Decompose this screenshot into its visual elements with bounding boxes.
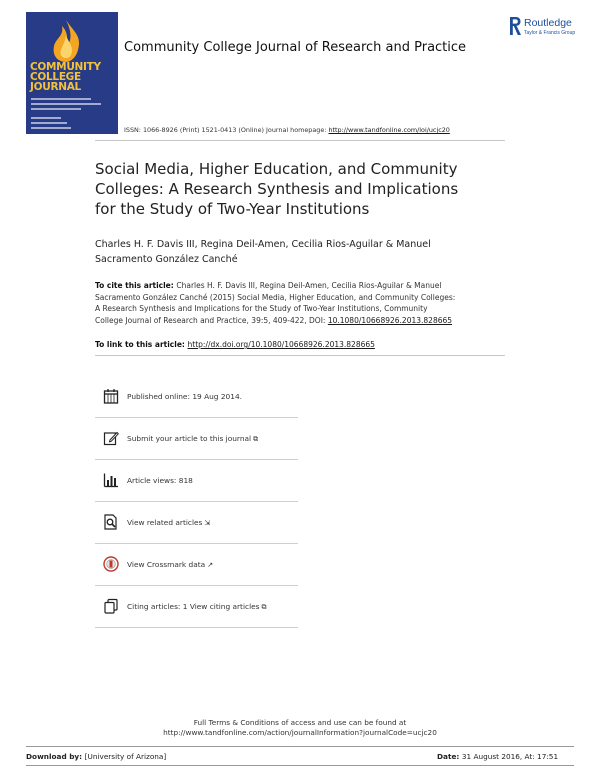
published-online-row xyxy=(95,375,298,418)
issn-line: ISSN: 1066-8926 (Print) 1521-0413 (Online) Journal homepage: http://www.tandfonline.com/loi/ucjc20 xyxy=(124,126,450,134)
cover-title: COMMUNITY COLLEGE JOURNAL xyxy=(30,61,101,93)
article-views-text: Article views: 818 xyxy=(127,476,193,485)
routledge-r-icon xyxy=(508,16,522,36)
footer-divider xyxy=(26,765,574,766)
footer-divider xyxy=(26,746,574,747)
related-articles-external-icon: ⇲ xyxy=(204,519,211,527)
article-url-link[interactable]: http://dx.doi.org/10.1080/10668926.2013.828665 xyxy=(187,340,375,349)
external-link-icon: ⧉ xyxy=(253,435,259,443)
crossmark-row[interactable] xyxy=(95,543,298,586)
download-info: Download by: [University of Arizona] xyxy=(26,752,167,761)
cover-text-line xyxy=(31,103,101,105)
journal-cover-image xyxy=(26,12,118,134)
cover-text-line xyxy=(31,117,61,119)
citation-block: To cite this article: Charles H. F. Davis III, Regina Deil-Amen, Cecilia Rios-Aguilar & Manuel Sacramento González Canché (2015) Social Media, Higher Education, and Community Colleges: A Research Synthesis and Implications for the Study of Two-Year Institutions, Community College Journal of Research and Practice, 39:5, 409-422, DOI: 10.1080/10668926.2013.828665 xyxy=(95,281,456,325)
copy-icon xyxy=(103,598,119,614)
divider xyxy=(95,140,505,141)
view-crossmark-link[interactable]: View Crossmark data xyxy=(127,560,206,569)
search-document-icon xyxy=(103,514,119,530)
routledge-logo: Routledge Taylor & Francis Group xyxy=(508,16,584,38)
bar-chart-icon xyxy=(103,472,119,488)
download-date: Date: 31 August 2016, At: 17:51 xyxy=(437,752,559,761)
view-citing-articles-link[interactable]: Citing articles: 1 View citing articles xyxy=(127,602,260,611)
article-views-row xyxy=(95,459,298,502)
article-authors: Charles H. F. Davis III, Regina Deil-Amen, Cecilia Rios-Aguilar & Manuel Sacramento González Canché xyxy=(95,239,431,265)
cover-text-line xyxy=(31,108,81,110)
journal-homepage-link[interactable]: http://www.tandfonline.com/loi/ucjc20 xyxy=(328,126,450,134)
view-related-articles-link[interactable]: View related articles xyxy=(127,518,203,527)
article-link-line: To link to this article: http://dx.doi.org/10.1080/10668926.2013.828665 xyxy=(95,340,375,349)
cover-text-line xyxy=(31,122,67,124)
published-online-text: Published online: 19 Aug 2014. xyxy=(127,392,243,401)
flame-icon xyxy=(44,18,88,66)
citing-articles-row[interactable] xyxy=(95,585,298,628)
submit-article-link[interactable]: Submit your article to this journal xyxy=(127,434,252,443)
crossmark-external-icon: ↗ xyxy=(207,561,214,569)
terms-notice: Full Terms & Conditions of access and use can be found at http://www.tandfonline.com/action/journalInformation?journalCode=ucjc20 xyxy=(0,718,600,737)
terms-link[interactable]: http://www.tandfonline.com/action/journalInformation?journalCode=ucjc20 xyxy=(163,727,437,737)
doi-link[interactable]: 10.1080/10668926.2013.828665 xyxy=(327,315,453,325)
related-articles-row[interactable] xyxy=(95,501,298,544)
calendar-icon xyxy=(103,388,119,404)
journal-title: Community College Journal of Research and Practice xyxy=(124,40,467,55)
submit-article-row[interactable] xyxy=(95,417,298,460)
crossmark-icon xyxy=(103,556,119,572)
article-title: Social Media, Higher Education, and Community Colleges: A Research Synthesis and Implications for the Study of Two-Year Institutions xyxy=(95,160,459,218)
cover-text-line xyxy=(31,98,91,100)
cover-text-line xyxy=(31,127,71,129)
edit-icon xyxy=(103,430,119,446)
citing-articles-external-icon: ⧉ xyxy=(261,603,267,611)
divider xyxy=(95,355,505,356)
